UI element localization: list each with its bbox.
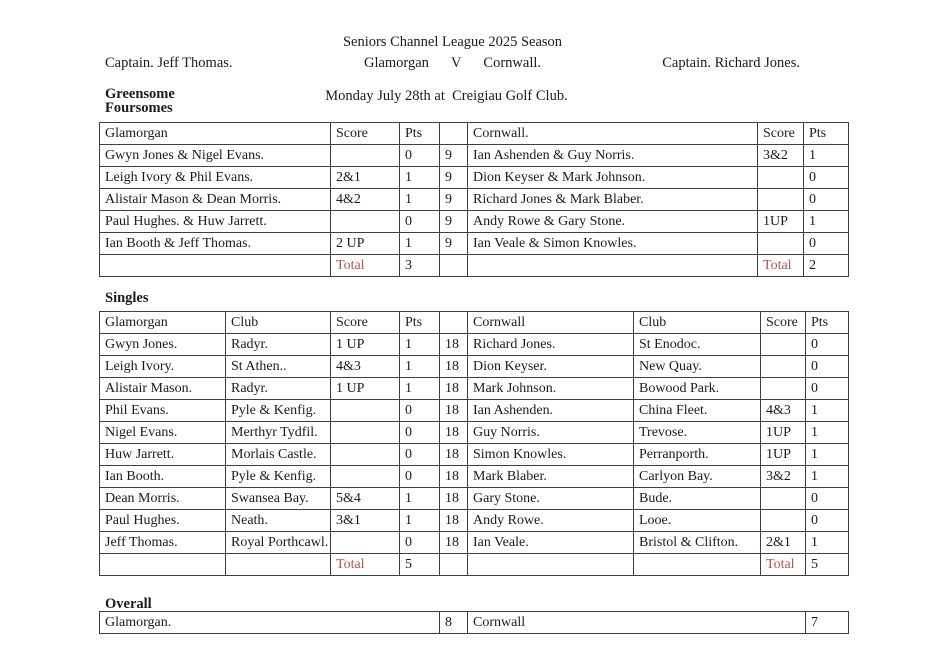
overall-home-score: 8 (440, 612, 468, 634)
matchup-versus: V (450, 55, 462, 71)
matchup-away-team: Cornwall. (483, 55, 542, 71)
home-pts: 1 (400, 189, 440, 211)
singles-row (100, 444, 849, 466)
singles-row (100, 466, 849, 488)
home-club: Neath. (226, 510, 331, 532)
home-score (331, 422, 400, 444)
holes-count: 18 (440, 510, 468, 532)
header-away-team: Cornwall. (468, 123, 758, 145)
away-club: Perranporth. (634, 444, 761, 466)
home-player: Dean Morris. (100, 488, 226, 510)
away-club: Looe. (634, 510, 761, 532)
away-pts: 0 (804, 233, 849, 255)
home-club: Pyle & Kenfig. (226, 400, 331, 422)
home-score: 2&1 (331, 167, 400, 189)
holes-count: 18 (440, 488, 468, 510)
away-player: Ian Veale. (468, 532, 634, 554)
away-player: Mark Johnson. (468, 378, 634, 400)
empty-cell (226, 554, 331, 576)
away-pair: Richard Jones & Mark Blaber. (468, 189, 758, 211)
singles-header-row (100, 312, 849, 334)
away-player: Guy Norris. (468, 422, 634, 444)
away-club: Bowood Park. (634, 378, 761, 400)
away-score: 2&1 (761, 532, 806, 554)
away-pts: 0 (806, 334, 849, 356)
holes-count: 9 (440, 167, 468, 189)
home-score: 4&3 (331, 356, 400, 378)
matchup-home-team: Glamorgan (363, 55, 429, 71)
home-score (331, 466, 400, 488)
header-away-score: Score (761, 312, 806, 334)
page-title: Seniors Channel League 2025 Season (342, 34, 563, 50)
home-player: Huw Jarrett. (100, 444, 226, 466)
foursomes-table (99, 122, 849, 277)
home-total-label: Total (331, 554, 400, 576)
home-pts: 1 (400, 510, 440, 532)
overall-row (100, 612, 849, 634)
away-club: Carlyon Bay. (634, 466, 761, 488)
foursomes-total-row (100, 255, 849, 277)
home-score: 5&4 (331, 488, 400, 510)
away-player: Gary Stone. (468, 488, 634, 510)
away-total-pts: 2 (804, 255, 849, 277)
home-club: Morlais Castle. (226, 444, 331, 466)
overall-table (99, 611, 849, 634)
singles-row (100, 334, 849, 356)
away-player: Andy Rowe. (468, 510, 634, 532)
away-score (758, 233, 804, 255)
header-home-team: Glamorgan (100, 123, 331, 145)
away-player: Simon Knowles. (468, 444, 634, 466)
home-score: 3&1 (331, 510, 400, 532)
empty-cell (634, 554, 761, 576)
away-player: Dion Keyser. (468, 356, 634, 378)
home-pts: 0 (400, 400, 440, 422)
away-score (761, 488, 806, 510)
header-holes (440, 123, 468, 145)
header-home-pts: Pts (400, 312, 440, 334)
singles-row (100, 532, 849, 554)
holes-count: 18 (440, 444, 468, 466)
away-club: Bristol & Clifton. (634, 532, 761, 554)
holes-count: 9 (440, 211, 468, 233)
holes-count: 18 (440, 466, 468, 488)
away-score (758, 167, 804, 189)
away-pts: 0 (806, 356, 849, 378)
home-score: 4&2 (331, 189, 400, 211)
home-player: Ian Booth. (100, 466, 226, 488)
away-score: 1UP (761, 444, 806, 466)
home-pts: 0 (400, 532, 440, 554)
home-score: 1 UP (331, 334, 400, 356)
home-player: Paul Hughes. (100, 510, 226, 532)
header-home-score: Score (331, 312, 400, 334)
overall-away-team: Cornwall (468, 612, 806, 634)
holes-count: 18 (440, 334, 468, 356)
foursomes-row (100, 145, 849, 167)
away-pts: 1 (806, 422, 849, 444)
away-score (761, 356, 806, 378)
home-score (331, 444, 400, 466)
header-holes (440, 312, 468, 334)
away-pair: Andy Rowe & Gary Stone. (468, 211, 758, 233)
home-player: Leigh Ivory. (100, 356, 226, 378)
venue-line: Monday July 28th at Creigiau Golf Club. (325, 88, 568, 104)
away-score (761, 510, 806, 532)
away-pts: 1 (806, 532, 849, 554)
away-pts: 0 (806, 510, 849, 532)
home-score: 1 UP (331, 378, 400, 400)
home-pair: Gwyn Jones & Nigel Evans. (100, 145, 331, 167)
home-player: Jeff Thomas. (100, 532, 226, 554)
away-pts: 1 (804, 145, 849, 167)
away-club: St Enodoc. (634, 334, 761, 356)
header-away-team: Cornwall (468, 312, 634, 334)
header-home-score: Score (331, 123, 400, 145)
away-score (761, 334, 806, 356)
header-away-pts: Pts (806, 312, 849, 334)
home-player: Phil Evans. (100, 400, 226, 422)
home-pts: 0 (400, 444, 440, 466)
header-away-pts: Pts (804, 123, 849, 145)
home-score (331, 211, 400, 233)
home-pair: Leigh Ivory & Phil Evans. (100, 167, 331, 189)
away-pts: 0 (806, 378, 849, 400)
home-score: 2 UP (331, 233, 400, 255)
home-captain: Captain. Jeff Thomas. (105, 55, 233, 71)
away-score (758, 189, 804, 211)
home-pts: 1 (400, 334, 440, 356)
away-score: 1UP (761, 422, 806, 444)
away-total-label: Total (758, 255, 804, 277)
home-total-label: Total (331, 255, 400, 277)
away-score: 4&3 (761, 400, 806, 422)
singles-row (100, 488, 849, 510)
away-pts: 1 (806, 444, 849, 466)
away-pts: 0 (806, 488, 849, 510)
away-pts: 1 (806, 400, 849, 422)
holes-count: 9 (440, 189, 468, 211)
singles-row (100, 356, 849, 378)
home-player: Gwyn Jones. (100, 334, 226, 356)
home-pts: 1 (400, 233, 440, 255)
holes-count: 9 (440, 145, 468, 167)
home-total-pts: 3 (400, 255, 440, 277)
holes-count: 18 (440, 422, 468, 444)
header-home-pts: Pts (400, 123, 440, 145)
home-score (331, 145, 400, 167)
home-pts: 0 (400, 422, 440, 444)
home-club: St Athen.. (226, 356, 331, 378)
home-club: Swansea Bay. (226, 488, 331, 510)
empty-cell (468, 554, 634, 576)
away-score: 3&2 (758, 145, 804, 167)
home-club: Radyr. (226, 378, 331, 400)
empty-cell (468, 255, 758, 277)
away-club: New Quay. (634, 356, 761, 378)
away-player: Richard Jones. (468, 334, 634, 356)
foursomes-header-row (100, 123, 849, 145)
overall-away-score: 7 (806, 612, 849, 634)
home-pts: 1 (400, 167, 440, 189)
header-away-score: Score (758, 123, 804, 145)
foursomes-row (100, 167, 849, 189)
header-away-club: Club (634, 312, 761, 334)
captains-row (99, 55, 848, 73)
home-total-pts: 5 (400, 554, 440, 576)
home-pair: Alistair Mason & Dean Morris. (100, 189, 331, 211)
home-score (331, 400, 400, 422)
away-pts: 0 (804, 167, 849, 189)
singles-row (100, 422, 849, 444)
foursomes-heading-line2: Foursomes (105, 100, 173, 116)
away-pts: 1 (806, 466, 849, 488)
singles-total-row (100, 554, 849, 576)
home-pair: Ian Booth & Jeff Thomas. (100, 233, 331, 255)
foursomes-heading-line1: Greensome (105, 86, 175, 102)
overall-home-team: Glamorgan. (100, 612, 440, 634)
away-total-pts: 5 (806, 554, 849, 576)
empty-cell (440, 554, 468, 576)
home-pts: 1 (400, 378, 440, 400)
home-score (331, 532, 400, 554)
away-pair: Ian Ashenden & Guy Norris. (468, 145, 758, 167)
singles-table (99, 311, 849, 576)
singles-row (100, 378, 849, 400)
away-player: Mark Blaber. (468, 466, 634, 488)
away-score (761, 378, 806, 400)
away-captain: Captain. Richard Jones. (662, 55, 800, 71)
home-pair: Paul Hughes. & Huw Jarrett. (100, 211, 331, 233)
empty-cell (100, 554, 226, 576)
home-club: Merthyr Tydfil. (226, 422, 331, 444)
empty-cell (440, 255, 468, 277)
away-player: Ian Ashenden. (468, 400, 634, 422)
away-score: 3&2 (761, 466, 806, 488)
home-pts: 1 (400, 356, 440, 378)
singles-row (100, 510, 849, 532)
home-player: Nigel Evans. (100, 422, 226, 444)
away-total-label: Total (761, 554, 806, 576)
foursomes-row (100, 189, 849, 211)
home-pts: 0 (400, 211, 440, 233)
holes-count: 18 (440, 378, 468, 400)
singles-row (100, 400, 849, 422)
away-pair: Ian Veale & Simon Knowles. (468, 233, 758, 255)
holes-count: 18 (440, 532, 468, 554)
foursomes-row (100, 233, 849, 255)
header-home-team: Glamorgan (100, 312, 226, 334)
home-player: Alistair Mason. (100, 378, 226, 400)
foursomes-row (100, 211, 849, 233)
away-pair: Dion Keyser & Mark Johnson. (468, 167, 758, 189)
away-club: Bude. (634, 488, 761, 510)
home-pts: 1 (400, 488, 440, 510)
home-pts: 0 (400, 145, 440, 167)
away-pts: 1 (804, 211, 849, 233)
away-score: 1UP (758, 211, 804, 233)
away-club: China Fleet. (634, 400, 761, 422)
home-club: Pyle & Kenfig. (226, 466, 331, 488)
home-pts: 0 (400, 466, 440, 488)
overall-heading: Overall (105, 596, 152, 612)
empty-cell (100, 255, 331, 277)
away-pts: 0 (804, 189, 849, 211)
holes-count: 18 (440, 356, 468, 378)
home-club: Royal Porthcawl. (226, 532, 331, 554)
home-club: Radyr. (226, 334, 331, 356)
header-home-club: Club (226, 312, 331, 334)
holes-count: 18 (440, 400, 468, 422)
holes-count: 9 (440, 233, 468, 255)
away-club: Trevose. (634, 422, 761, 444)
singles-heading: Singles (105, 290, 149, 306)
